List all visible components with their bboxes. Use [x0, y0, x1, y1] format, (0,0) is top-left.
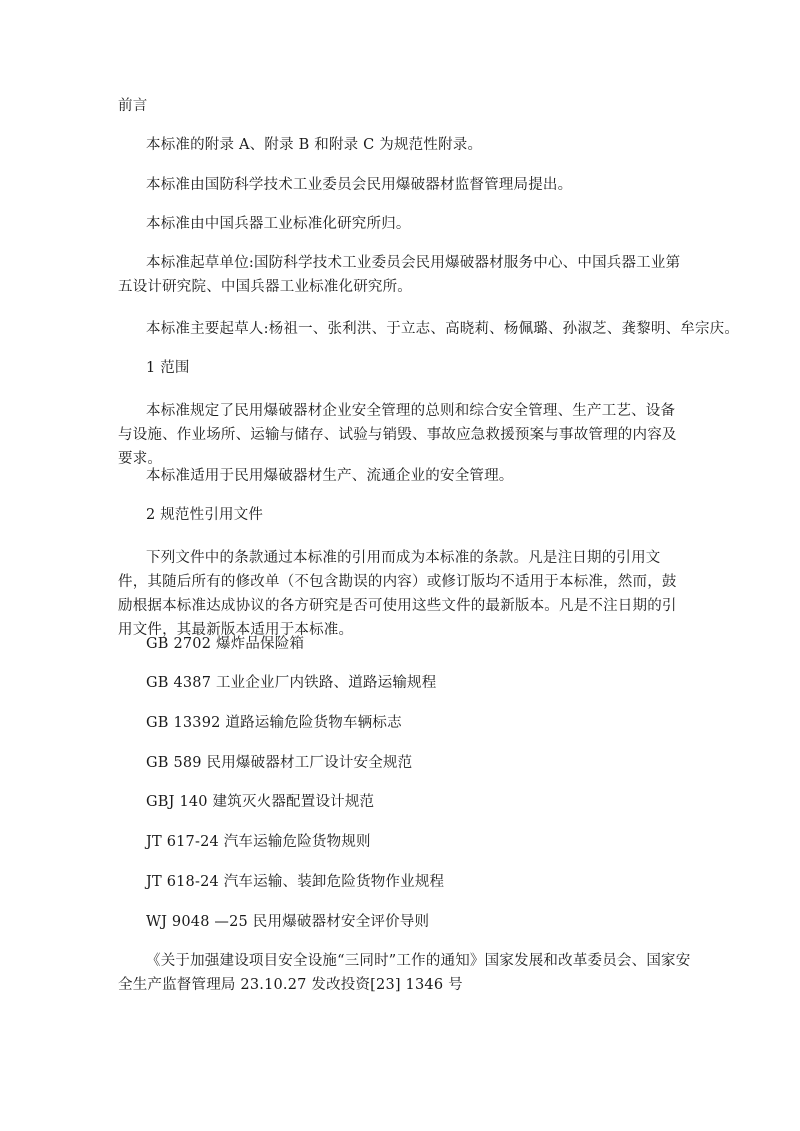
- section-title: 1 范围: [146, 360, 190, 376]
- section-paragraph: 本标准适用于民用爆破器材生产、流通企业的安全管理。: [146, 468, 514, 484]
- reference-notice: 《关于加强建设项目安全设施“三同时”工作的通知》国家发展和改革委员会、国家安全生产监督管理局 23.10.27 发改投资[23] 1346 号: [118, 953, 691, 993]
- foreword-heading: 前言: [118, 98, 148, 114]
- foreword-paragraph: 本标准的附录 A、附录 B 和附录 C 为规范性附录。: [146, 137, 483, 153]
- reference-item: GB 4387 工业企业厂内铁路、道路运输规程: [146, 675, 437, 691]
- foreword-paragraph: 本标准由中国兵器工业标准化研究所归。: [146, 216, 411, 232]
- reference-item: GB 589 民用爆破器材工厂设计安全规范: [146, 755, 413, 771]
- section-title: 2 规范性引用文件: [146, 507, 264, 523]
- foreword-paragraph: 本标准由国防科学技术工业委员会民用爆破器材监督管理局提出。: [146, 177, 573, 193]
- section-paragraph: 本标准规定了民用爆破器材企业安全管理的总则和综合安全管理、生产工艺、设备与设施、作业场所、运输与储存、试验与销毁、事故应急救援预案与事故管理的内容及要求。: [118, 403, 677, 467]
- reference-item: GB 13392 道路运输危险货物车辆标志: [146, 715, 402, 731]
- foreword-paragraph: 本标准主要起草人:杨祖一、张利洪、于立志、高晓莉、杨佩璐、孙淑芝、龚黎明、牟宗庆。: [146, 321, 740, 337]
- reference-item: GB 2702 爆炸品保险箱: [146, 636, 305, 652]
- foreword-paragraph: 本标准起草单位:国防科学技术工业委员会民用爆破器材服务中心、中国兵器工业第五设计研究院、中国兵器工业标准化研究所。: [118, 255, 681, 295]
- section-paragraph: 下列文件中的条款通过本标准的引用而成为本标准的条款。凡是注日期的引用文件，其随后所有的修改单（不包含勘误的内容）或修订版均不适用于本标准，然而，鼓励根据本标准达成协议的各方研究是否可使用这些文件的最新版本。凡是不注日期的引用文件，其最新版本适用于本标准。: [118, 550, 677, 638]
- reference-item: JT 617-24 汽车运输危险货物规则: [146, 834, 371, 850]
- reference-item: WJ 9048 —25 民用爆破器材安全评价导则: [146, 914, 430, 930]
- reference-item: JT 618-24 汽车运输、装卸危险货物作业规程: [146, 874, 445, 890]
- reference-item: GBJ 140 建筑灭火器配置设计规范: [146, 794, 375, 810]
